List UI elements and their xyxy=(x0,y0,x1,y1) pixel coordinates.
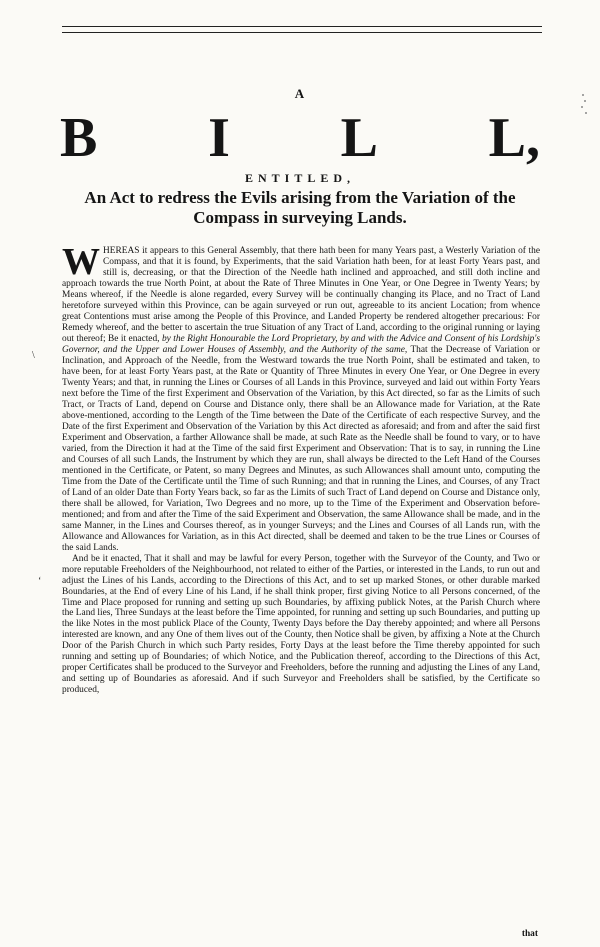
preamble-text: HEREAS it appears to this General Assembly, that there hath been for many Years past, a Westerly Variation of the Compass, and that it is found, by Experiments, that the said Variation hath been, for at least Forty Years past, and still is, decreasing, or that the Direction of the Needle hath inclined and approached, and still doth incline and approach towards the true North Point, at about the Rate of Three Minutes in One Year, or One Degree in Twenty Years; by Means whereof, if the Needle is alone regarded, every Survey will be continually changing its Place, and no Tract of Land heretofore surveyed within this Province, can be again surveyed or run out, agreeable to its ancient Location; from whence great Contentions must arise among the People of this Province, and Landed Property be rendered altogether precarious: For Remedy whereof, and the better to ascertain the true Situation of any Tract of Land, according to the original running or laying out thereof; xyxy=(62,246,540,344)
top-rule-thin xyxy=(62,32,542,33)
bill-letter: I xyxy=(208,107,230,169)
section-paragraph: And be it enacted, That it shall and may be lawful for every Person, together with the Surveyor of the County, and Two or more reputable Freeholders of the Neighbourhood, not related to either of the Parties, or interested in the Lands, to run out and adjust the Lines of his Lands, according to the Directions of this Act, and to set up marked Stones, or other durable marked Boundaries, at the End of every Line of his Land, if he shall think proper, first giving Notice to all Persons concerned, of the Time and Place proposed for running and setting up such Boundaries, by affixing publick Notes, at the Parish Church where the Land lies, Three Sundays at the least before the Time appointed, for running and setting up such Boundaries, and putting up the like Notes in the most publick Place of the County, Twenty Days before the Day thereby appointed; and where all Persons interested are known, and any One of them lives out of the County, then Notice shall be given, by affixing a Note at the Church Door of the Parish Church in which such Party resides, Forty Days at the least before the Time thereby appointed for such running and setting up of Boundaries; of which Notice, and the Publication thereof, according to the Directions of this Act, proper Certificates shall be produced to the Surveyor and Freeholders, before the running and adjusting the Lines of any Land, and setting up of Boundaries as aforesaid. And if such Surveyor and Freeholders shall be satisfied, by the Certificate so produced, xyxy=(62,553,540,696)
enacting-text: That the Decrease of Variation or Inclination, and Approach of the Needle, from the Westward towards the true North Point, shall be estimated and taken, to have been, for at least Forty Years past, at the Rate or Quantity of Three Minutes in every One Year, or One Degree in every Twenty Years; and that, in running the Lines or Courses of all Lands in this Province, surveyed and laid out within Forty Years next before the Time of the first Experiment and Observation of the Variation, by this Act directed, so far as the Limits of such Tract, or Tracts of Land, depend on Course and Distance only, there shall be an Allowance made for Variation, at the Rate above-mentioned, according to the Length of the Time between the Date of the Certificate of each respective Survey, and the Date of the first Experiment and Observation of the Variation by this Act directed as aforesaid; and from and after the said first Experiment and Observation, a farther Allowance shall be made, at such Rate as the Needle shall be found to vary, or to have varied, from the Direction it had at the Time of the said first Experiment and Observation: That is to say, in running the Line and Courses of all such Lands, the Instrument by which they are run, shall always be directed to the Left Hand of the Courses mentioned in the Certificate, or Patent, so many Degrees and Minutes, as such Allowances shall amount unto, computing the Time from the Date of the Certificate until the Time of such Running; and that in running the Lines, and Courses, of any Tract of Land of an older Date than Forty Years back, so far as the Limits of such Tract of Land depend on Course and Distance only, there shall be allowed, for Variation, Two Degrees and no more, up to the Time of the Experiment and Observation before-mentioned; and from and after the Time of the said Experiment and Observation, the same Allowance shall be made, and in the same Manner, in the Lines and Courses thereof, as in younger Surveys; and the Lines and Courses of all Lands run, with the Allowance and Allowances for Variation, as in this Act directed, shall be deemed and taken to be the true Lines or Courses of the said Lands. xyxy=(62,344,541,553)
bill-letter: L xyxy=(340,107,378,169)
bill-title xyxy=(50,188,550,228)
drop-cap: W xyxy=(62,241,100,283)
enacting-authority: by the Right Honourable the Lord Proprietary, by and with the Advice and Consent of his Lordship's Governor, and the Upper and Lower Houses of Assembly, and the Authority of the same, xyxy=(62,333,540,355)
bill-body xyxy=(62,241,541,696)
margin-mark: \ xyxy=(32,350,35,361)
top-rule xyxy=(62,26,542,27)
heading-bill xyxy=(60,108,540,168)
catchword: that xyxy=(521,929,538,939)
margin-mark: ‘ xyxy=(38,576,42,587)
bill-title-line: An Act to redress the Evils arising from the Variation of the xyxy=(84,188,516,207)
preamble-paragraph xyxy=(62,241,541,554)
bill-letter: L, xyxy=(488,107,540,169)
bill-title-line: Compass in surveying Lands. xyxy=(193,208,407,227)
heading-article: A xyxy=(294,86,306,101)
bill-letter: B xyxy=(60,107,98,169)
enacting-phrase: Be it enacted, xyxy=(108,333,162,344)
heading-entitled: ENTITLED, xyxy=(244,171,356,185)
